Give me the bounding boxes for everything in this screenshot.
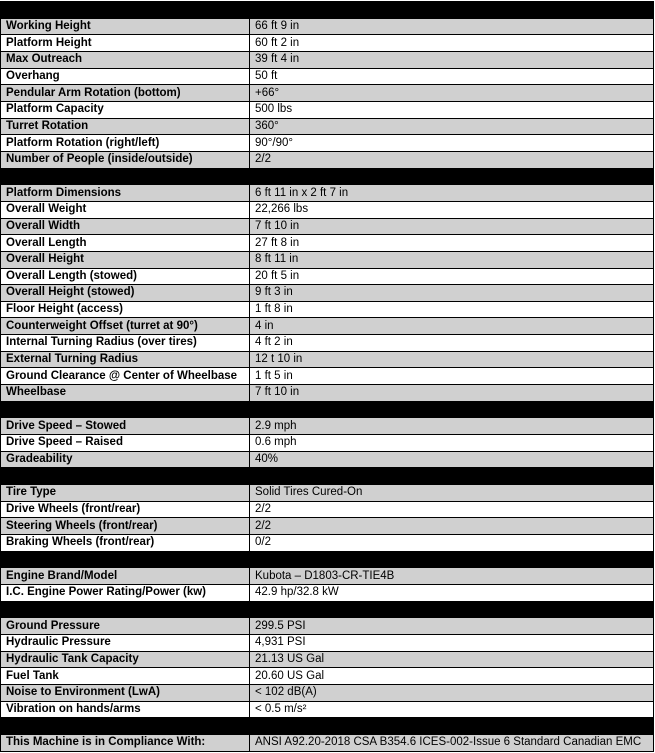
- spec-row: [1, 485, 654, 502]
- spec-row: [1, 435, 654, 452]
- spec-label: Floor Height (access): [1, 301, 250, 318]
- spec-value: 2.9 mph: [250, 418, 654, 435]
- spec-row: [1, 651, 654, 668]
- spec-label: Steering Wheels (front/rear): [1, 518, 250, 535]
- section-header-row: [1, 168, 654, 185]
- spec-value: 4,931 PSI: [250, 634, 654, 651]
- spec-value: 2/2: [250, 151, 654, 168]
- spec-value: Kubota – D1803-CR-TIE4B: [250, 568, 654, 585]
- spec-row: [1, 185, 654, 202]
- spec-label: Overall Weight: [1, 201, 250, 218]
- spec-row: [1, 268, 654, 285]
- section-title: Miscellaneous: [1, 601, 250, 618]
- spec-row: [1, 218, 654, 235]
- section-title: Engine/Battery: [1, 551, 250, 568]
- spec-value: < 0.5 m/s²: [250, 701, 654, 718]
- spec-value: < 102 dB(A): [250, 684, 654, 701]
- spec-row: [1, 451, 654, 468]
- spec-value: 12 t 10 in: [250, 351, 654, 368]
- spec-row: [1, 135, 654, 152]
- spec-label: Drive Speed – Raised: [1, 435, 250, 452]
- spec-label: Pendular Arm Rotation (bottom): [1, 85, 250, 102]
- spec-table-container: [0, 1, 654, 752]
- spec-label: Turret Rotation: [1, 118, 250, 135]
- section-header-blank-cell: [250, 601, 654, 618]
- spec-label: Tire Type: [1, 485, 250, 502]
- spec-row: [1, 418, 654, 435]
- spec-value: 42.9 hp/32.8 kW: [250, 584, 654, 601]
- spec-row: [1, 668, 654, 685]
- spec-label: Platform Rotation (right/left): [1, 135, 250, 152]
- spec-value: 500 lbs: [250, 101, 654, 118]
- spec-row: [1, 618, 654, 635]
- spec-row: [1, 335, 654, 352]
- spec-value: 21.13 US Gal: [250, 651, 654, 668]
- spec-value: 8 ft 11 in: [250, 251, 654, 268]
- spec-row: [1, 251, 654, 268]
- spec-value: 1 ft 8 in: [250, 301, 654, 318]
- spec-label: Number of People (inside/outside): [1, 151, 250, 168]
- spec-row: [1, 568, 654, 585]
- spec-value: 2/2: [250, 501, 654, 518]
- section-header-blank-cell: [250, 551, 654, 568]
- spec-label: Gradeability: [1, 451, 250, 468]
- spec-row: [1, 51, 654, 68]
- section-title: Weight and Dimensions: [1, 168, 250, 185]
- spec-value: 2/2: [250, 518, 654, 535]
- spec-label: External Turning Radius: [1, 351, 250, 368]
- spec-row: [1, 18, 654, 35]
- spec-row: [1, 734, 654, 751]
- spec-value: 20 ft 5 in: [250, 268, 654, 285]
- spec-value: 90°/90°: [250, 135, 654, 152]
- spec-label: Engine Brand/Model: [1, 568, 250, 585]
- spec-row: [1, 318, 654, 335]
- section-title: Wheels: [1, 468, 250, 485]
- spec-label: Noise to Environment (LwA): [1, 684, 250, 701]
- spec-label: Overall Height: [1, 251, 250, 268]
- spec-row: [1, 351, 654, 368]
- spec-value: +66°: [250, 85, 654, 102]
- spec-row: [1, 285, 654, 302]
- spec-value: 20.60 US Gal: [250, 668, 654, 685]
- section-header-row: [1, 2, 654, 19]
- spec-value: 4 ft 2 in: [250, 335, 654, 352]
- spec-value: 360°: [250, 118, 654, 135]
- section-header-row: [1, 718, 654, 735]
- spec-value: 4 in: [250, 318, 654, 335]
- spec-label: Overall Height (stowed): [1, 285, 250, 302]
- spec-value: 40%: [250, 451, 654, 468]
- spec-table: [0, 1, 654, 752]
- section-header-blank-cell: [250, 2, 654, 19]
- spec-row: [1, 85, 654, 102]
- spec-row: [1, 301, 654, 318]
- spec-value: 66 ft 9 in: [250, 18, 654, 35]
- spec-value: ANSI A92.20-2018 CSA B354.6 ICES-002-Issue 6 Standard Canadian EMC: [250, 734, 654, 751]
- spec-row: [1, 535, 654, 552]
- spec-label: Overall Length (stowed): [1, 268, 250, 285]
- spec-value: 7 ft 10 in: [250, 385, 654, 402]
- spec-label: Max Outreach: [1, 51, 250, 68]
- section-header-blank-cell: [250, 468, 654, 485]
- spec-row: [1, 68, 654, 85]
- spec-label: Overhang: [1, 68, 250, 85]
- spec-label: Platform Capacity: [1, 101, 250, 118]
- spec-value: Solid Tires Cured-On: [250, 485, 654, 502]
- spec-label: Drive Speed – Stowed: [1, 418, 250, 435]
- spec-row: [1, 634, 654, 651]
- spec-row: [1, 368, 654, 385]
- spec-value: 1 ft 5 in: [250, 368, 654, 385]
- spec-row: [1, 518, 654, 535]
- spec-label: I.C. Engine Power Rating/Power (kw): [1, 584, 250, 601]
- spec-value: 7 ft 10 in: [250, 218, 654, 235]
- spec-row: [1, 584, 654, 601]
- spec-label: Wheelbase: [1, 385, 250, 402]
- section-title: Performances: [1, 401, 250, 418]
- spec-label: Overall Length: [1, 235, 250, 252]
- spec-value: 60 ft 2 in: [250, 35, 654, 52]
- spec-row: [1, 235, 654, 252]
- spec-label: Vibration on hands/arms: [1, 701, 250, 718]
- spec-label: Internal Turning Radius (over tires): [1, 335, 250, 352]
- spec-value: 22,266 lbs: [250, 201, 654, 218]
- section-header-row: [1, 551, 654, 568]
- spec-label: Overall Width: [1, 218, 250, 235]
- spec-row: [1, 701, 654, 718]
- spec-label: This Machine is in Compliance With:: [1, 734, 250, 751]
- section-header-row: [1, 601, 654, 618]
- spec-row: [1, 101, 654, 118]
- spec-row: [1, 201, 654, 218]
- section-title: Capacities: [1, 2, 250, 19]
- spec-label: Drive Wheels (front/rear): [1, 501, 250, 518]
- spec-value: 0/2: [250, 535, 654, 552]
- spec-table-body: [1, 2, 654, 752]
- section-header-blank-cell: [250, 718, 654, 735]
- spec-row: [1, 118, 654, 135]
- spec-value: 6 ft 11 in x 2 ft 7 in: [250, 185, 654, 202]
- spec-value: 50 ft: [250, 68, 654, 85]
- spec-label: Platform Dimensions: [1, 185, 250, 202]
- spec-label: Hydraulic Pressure: [1, 634, 250, 651]
- spec-label: Counterweight Offset (turret at 90°): [1, 318, 250, 335]
- section-header-blank-cell: [250, 401, 654, 418]
- spec-value: 39 ft 4 in: [250, 51, 654, 68]
- section-header-blank-cell: [250, 168, 654, 185]
- spec-label: Fuel Tank: [1, 668, 250, 685]
- spec-row: [1, 684, 654, 701]
- section-header-row: [1, 468, 654, 485]
- spec-value: 299.5 PSI: [250, 618, 654, 635]
- spec-label: Hydraulic Tank Capacity: [1, 651, 250, 668]
- spec-label: Ground Clearance @ Center of Wheelbase: [1, 368, 250, 385]
- section-header-row: [1, 401, 654, 418]
- spec-row: [1, 385, 654, 402]
- spec-label: Working Height: [1, 18, 250, 35]
- section-title: Standards Compliance: [1, 718, 250, 735]
- spec-row: [1, 35, 654, 52]
- spec-label: Braking Wheels (front/rear): [1, 535, 250, 552]
- spec-row: [1, 501, 654, 518]
- spec-value: 27 ft 8 in: [250, 235, 654, 252]
- spec-label: Platform Height: [1, 35, 250, 52]
- spec-value: 0.6 mph: [250, 435, 654, 452]
- spec-label: Ground Pressure: [1, 618, 250, 635]
- spec-value: 9 ft 3 in: [250, 285, 654, 302]
- spec-row: [1, 151, 654, 168]
